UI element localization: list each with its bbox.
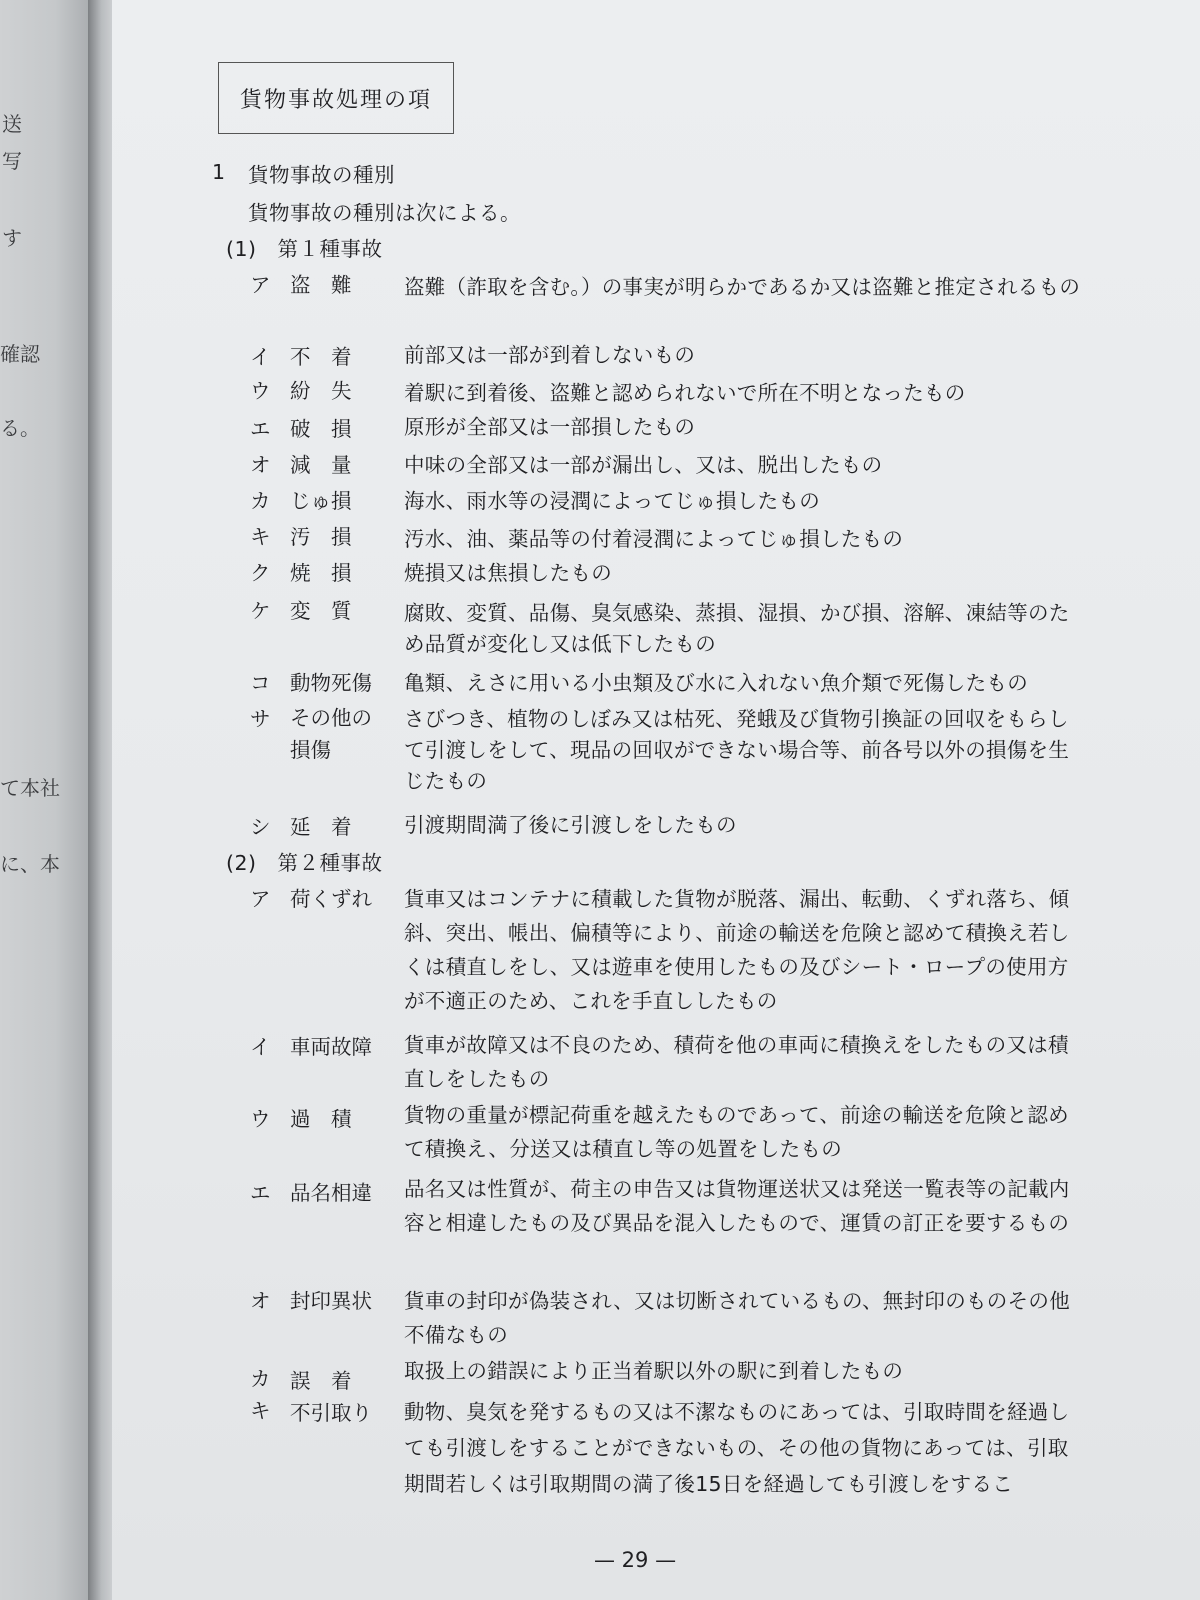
item-label: 過 積 bbox=[290, 1107, 352, 1131]
item-label: 封印異状 bbox=[290, 1289, 372, 1313]
item-mark: ウ bbox=[250, 379, 271, 403]
item-description: 動物、臭気を発するもの又は不潔なものにあっては、引取時間を経過しても引渡しをすることができないもの、その他の貨物にあっては、引取期間若しくは引取期間の満了後15日を経過しても引渡しをするこ bbox=[404, 1400, 1070, 1496]
left-page-fragment: す bbox=[2, 226, 22, 250]
item-label: 汚 損 bbox=[290, 525, 352, 549]
item-label: 荷くずれ bbox=[290, 887, 372, 911]
item-description: 前部又は一部が到着しないもの bbox=[404, 343, 696, 367]
item-mark: ケ bbox=[250, 599, 271, 623]
item-description: 貨車又はコンテナに積載した貨物が脱落、漏出、転動、くずれ落ち、傾斜、突出、帳出、偏積等により、前途の輸送を危険と認めて積換え若しくは積直しをし、又は遊車を使用したもの及びシート・ロープの使用方が不適正のため、これを手直ししたもの bbox=[404, 887, 1070, 1013]
item-label: 減 量 bbox=[290, 453, 352, 477]
item-description: 中味の全部又は一部が漏出し、又は、脱出したもの bbox=[404, 453, 883, 477]
item-label: 不 着 bbox=[290, 345, 352, 369]
item-description: 貨物の重量が標記荷重を越えたものであって、前途の輸送を危険と認めて積換え、分送又は積直し等の処置をしたもの bbox=[404, 1103, 1069, 1161]
item-description: 原形が全部又は一部損したもの bbox=[404, 415, 696, 439]
item-label: 破 損 bbox=[290, 417, 352, 441]
item-description: 亀類、えさに用いる小虫類及び水に入れない魚介類で死傷したもの bbox=[404, 671, 1028, 695]
left-page-fragment: に、本 bbox=[0, 852, 60, 876]
class2-heading: (2) 第２種事故 bbox=[226, 851, 383, 875]
item-description: 引渡期間満了後に引渡しをしたもの bbox=[404, 813, 737, 837]
item-mark: オ bbox=[250, 453, 271, 477]
item-description: 品名又は性質が、荷主の申告又は貨物運送状又は発送一覧表等の記載内容と相違したもの及び異品を混入したもので、運賃の訂正を要するもの bbox=[404, 1177, 1070, 1235]
left-page bbox=[0, 0, 92, 1600]
item-mark: ウ bbox=[250, 1107, 271, 1131]
item-label: 車両故障 bbox=[290, 1035, 372, 1059]
item-mark: ア bbox=[250, 887, 271, 911]
page-number: — 29 — bbox=[594, 1548, 677, 1572]
item-label: じゅ損 bbox=[290, 489, 352, 513]
item-description: 貨車の封印が偽装され、又は切断されているもの、無封印のものその他不備なもの bbox=[404, 1289, 1071, 1347]
item-description: さびつき、植物のしぼみ又は枯死、発蛾及び貨物引換証の回収をもらして引渡しをして、現品の回収ができない場合等、前各号以外の損傷を生じたもの bbox=[404, 707, 1070, 793]
item-description: 盗難（詐取を含む。）の事実が明らかであるか又は盗難と推定されるもの bbox=[404, 275, 1081, 299]
left-page-fragment: 送 bbox=[2, 112, 22, 136]
section-number: 1 bbox=[212, 160, 226, 184]
item-label: 変 質 bbox=[290, 599, 352, 623]
item-description: 汚水、油、薬品等の付着浸潤によってじゅ損したもの bbox=[404, 527, 904, 551]
item-mark: サ bbox=[250, 707, 271, 731]
item-label: 紛 失 bbox=[290, 379, 352, 403]
left-page-fragment: 写 bbox=[2, 149, 22, 173]
item-label: 延 着 bbox=[290, 815, 352, 839]
item-label: 焼 損 bbox=[290, 561, 352, 585]
item-label: その他の損傷 bbox=[290, 706, 372, 762]
item-mark: カ bbox=[250, 489, 271, 513]
item-mark: イ bbox=[250, 345, 271, 369]
item-mark: ア bbox=[250, 273, 271, 297]
item-mark: オ bbox=[250, 1289, 271, 1313]
page-title: 貨物事故処理の項 bbox=[218, 62, 454, 134]
item-description: 腐敗、変質、品傷、臭気感染、蒸損、湿損、かび損、溶解、凍結等のため品質が変化し又は低下したもの bbox=[404, 601, 1070, 656]
item-label: 品名相違 bbox=[290, 1181, 372, 1205]
item-mark: コ bbox=[250, 671, 271, 695]
item-description: 取扱上の錯誤により正当着駅以外の駅に到着したもの bbox=[404, 1359, 904, 1383]
section-heading: 貨物事故の種別 bbox=[248, 163, 395, 187]
item-mark: エ bbox=[250, 417, 271, 441]
item-label: 誤 着 bbox=[290, 1369, 352, 1393]
item-description: 貨車が故障又は不良のため、積荷を他の車両に積換えをしたもの又は積直しをしたもの bbox=[404, 1033, 1069, 1091]
item-description: 着駅に到着後、盗難と認められないで所在不明となったもの bbox=[404, 381, 966, 405]
item-label: 不引取り bbox=[290, 1401, 372, 1425]
item-label: 動物死傷 bbox=[290, 671, 372, 695]
item-mark: キ bbox=[250, 525, 271, 549]
item-mark: ク bbox=[250, 561, 271, 585]
item-label: 盗 難 bbox=[290, 273, 352, 297]
left-page-fragment: 確認 bbox=[0, 342, 40, 366]
item-mark: キ bbox=[250, 1399, 271, 1423]
class1-heading: (1) 第１種事故 bbox=[226, 237, 383, 261]
item-mark: イ bbox=[250, 1035, 271, 1059]
item-description: 海水、雨水等の浸潤によってじゅ損したもの bbox=[404, 489, 820, 513]
item-mark: シ bbox=[250, 815, 271, 839]
section-intro: 貨物事故の種別は次による。 bbox=[248, 201, 521, 225]
left-page-fragment: る。 bbox=[0, 416, 40, 440]
left-page-fragment: て本社 bbox=[0, 776, 60, 800]
item-mark: カ bbox=[250, 1367, 271, 1391]
item-mark: エ bbox=[250, 1181, 271, 1205]
item-description: 焼損又は焦損したもの bbox=[404, 561, 612, 585]
